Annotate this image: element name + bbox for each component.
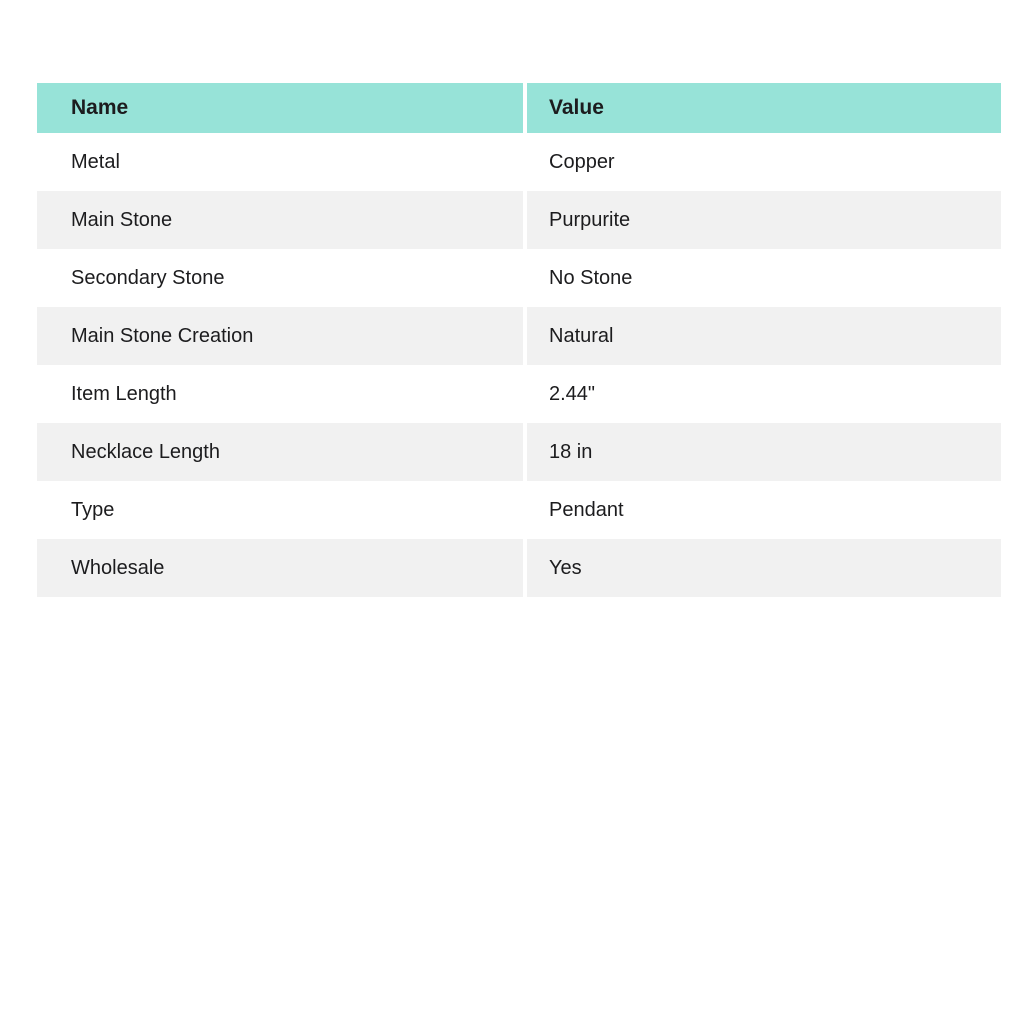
row-value-item-length: 2.44": [527, 365, 1001, 423]
row-name-main-stone: Main Stone: [37, 191, 523, 249]
row-value-wholesale: Yes: [527, 539, 1001, 597]
row-name-necklace-length: Necklace Length: [37, 423, 523, 481]
table-header-row: [37, 83, 1001, 133]
table-row: [37, 423, 1001, 481]
row-name-type: Type: [37, 481, 523, 539]
table-row: [37, 539, 1001, 597]
product-spec-table: [37, 83, 1001, 597]
table-row: [37, 365, 1001, 423]
row-value-metal: Copper: [527, 133, 1001, 191]
column-header-value: Value: [527, 83, 1001, 133]
table-row: [37, 481, 1001, 539]
row-name-secondary-stone: Secondary Stone: [37, 249, 523, 307]
row-value-type: Pendant: [527, 481, 1001, 539]
table-row: [37, 133, 1001, 191]
row-name-metal: Metal: [37, 133, 523, 191]
table-row: [37, 307, 1001, 365]
row-value-secondary-stone: No Stone: [527, 249, 1001, 307]
table-row: [37, 249, 1001, 307]
row-name-main-stone-creation: Main Stone Creation: [37, 307, 523, 365]
table-row: [37, 191, 1001, 249]
row-value-main-stone: Purpurite: [527, 191, 1001, 249]
row-value-necklace-length: 18 in: [527, 423, 1001, 481]
row-name-wholesale: Wholesale: [37, 539, 523, 597]
column-header-name: Name: [37, 83, 523, 133]
row-name-item-length: Item Length: [37, 365, 523, 423]
row-value-main-stone-creation: Natural: [527, 307, 1001, 365]
